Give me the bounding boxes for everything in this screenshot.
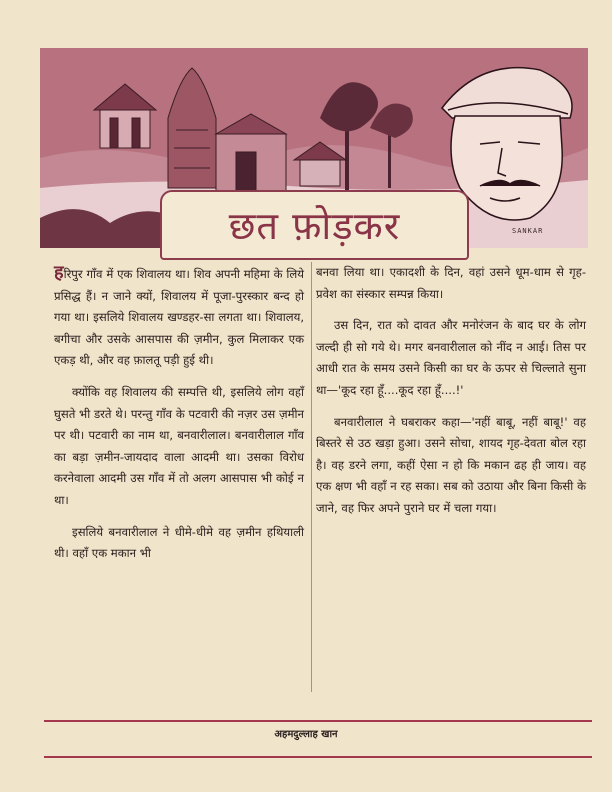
paragraph-text: रिपुर गाँव में एक शिवालय था। शिव अपनी महिमा के लिये प्रसिद्ध हैं। न जाने क्यों, शिवालय में पूजा-पुरस्कार बन्द हो गया था। इसलिये शिवालय खण्डहर-सा लगता था। शिवालय, बगीचा और उसके आसपास की ज़मीन, कुल मिलाकर एक एकड़ थी, और वह फ़ालतू पड़ी हुई थी। bbox=[54, 267, 304, 368]
story-title: छत फ़ोड़कर bbox=[228, 204, 401, 248]
paragraph: क्योंकि वह शिवालय की सम्पत्ति थी, इसलिये लोग वहाँ घुसते भी डरते थे। परन्तु गाँव के पटवारी की नज़र उस ज़मीन पर थी। पटवारी का नाम था, बनवारीलाल। बनवारीलाल गाँव का बड़ा ज़मीन-जायदाद वाला आदमी था। उसका विरोध करनेवाला आदमी उस गाँव में तो अलग आसपास भी कोई न था। bbox=[54, 384, 304, 507]
footer-rule-bottom bbox=[44, 756, 592, 758]
illustrator-signature: SANKAR bbox=[512, 227, 544, 235]
column-divider bbox=[311, 262, 312, 692]
footer-rule-top bbox=[44, 720, 592, 722]
story-body bbox=[54, 262, 594, 702]
drop-cap: ह bbox=[54, 262, 64, 283]
paragraph: बनवारीलाल ने घबराकर कहा—'नहीं बाबू, नहीं बाबू!' वह बिस्तरे से उठ खड़ा हुआ। उसने सोचा, शायद गृह-देवता बोल रहा है। वह डरने लगा, कहीं ऐसा न हो कि मकान ढह ही जाय। वह एक क्षण भी वहाँ न रह सका। सब को उठाया और बिना किसी के जाने, वह फिर अपने पुराने घर में चला गया। bbox=[316, 414, 586, 515]
right-column bbox=[316, 262, 586, 520]
paragraph: बनवा लिया था। एकादशी के दिन, वहां उसने धूम-धाम से गृह-प्रवेश का संस्कार सम्पन्न किया। bbox=[316, 265, 586, 301]
author-name: अहमदुल्लाह खान bbox=[274, 729, 338, 740]
paragraph: इसलिये बनवारीलाल ने धीमे-धीमे वह ज़मीन हथियाली थी। वहाँ एक मकान भी bbox=[54, 524, 304, 561]
story-title-box bbox=[160, 190, 469, 260]
paragraph bbox=[54, 262, 304, 372]
paragraph: उस दिन, रात को दावत और मनोरंजन के बाद घर के लोग जल्दी ही सो गये थे। मगर बनवारीलाल को नींद न आई। तिस पर आधी रात के समय उसने किसी का घर के ऊपर से चिल्लाते सुना था—'कूद रहा हूँ....कूद रहा हूँ....!' bbox=[316, 318, 586, 397]
left-column bbox=[54, 262, 304, 565]
